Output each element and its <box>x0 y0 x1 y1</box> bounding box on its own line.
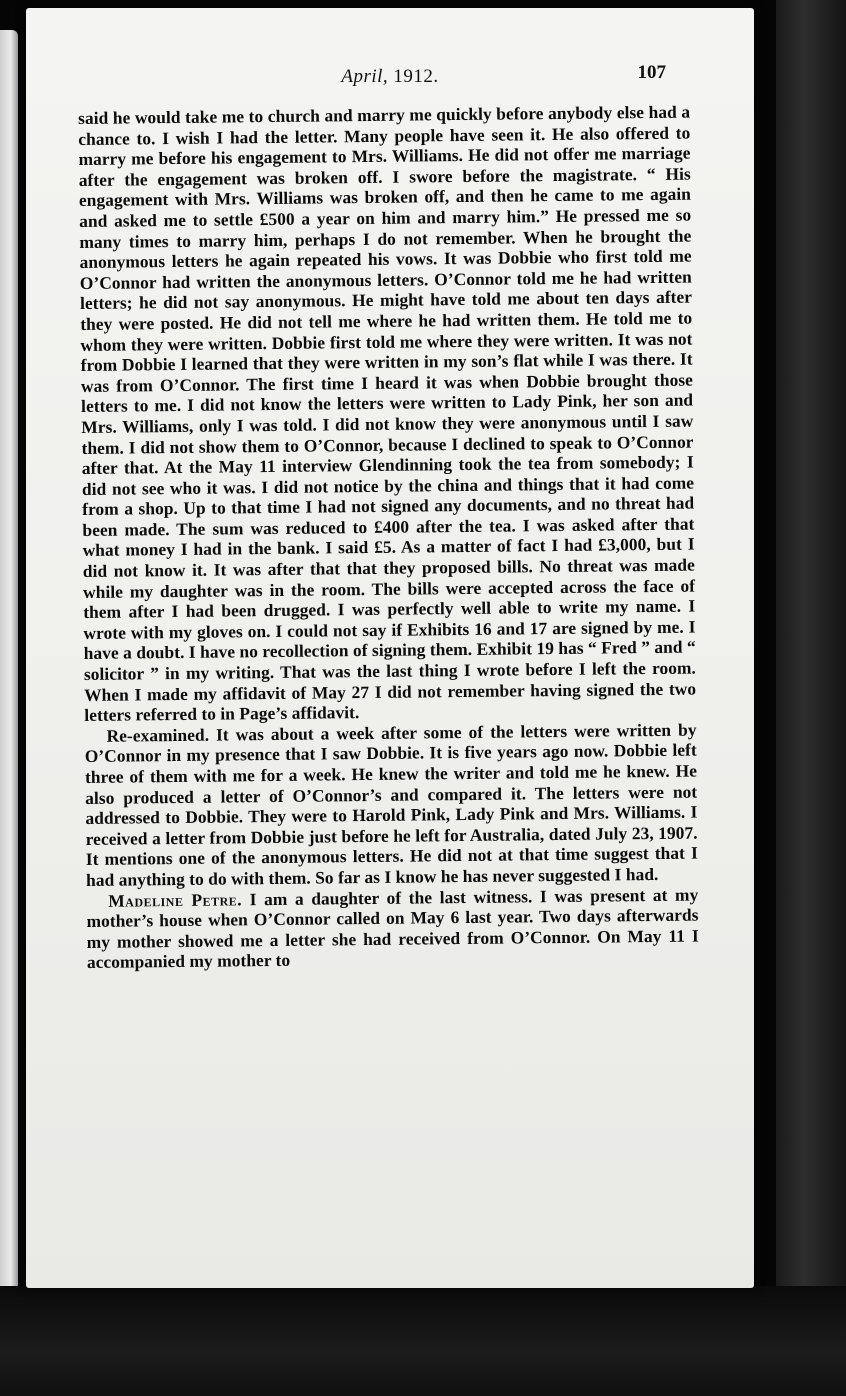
body-text <box>78 102 699 973</box>
adjacent-page-edge <box>0 30 18 1290</box>
scan-background-bottom <box>0 1286 846 1396</box>
page-number: 107 <box>637 62 666 83</box>
page-header <box>26 62 754 96</box>
paragraph-re-examined: Re-examined. It was about a week after some of the letters were written by O’Connor in my presence that I saw Dobbie. It is five years ago now. Dobbie left three of them with me for a week. He knew the writer and told me he knew. He also produced a letter of O’Connor’s and compared it. The letters were not addressed to Dobbie. They were to Harold Pink, Lady Pink and Mrs. Williams. I received a letter from Dobbie just before he left for Australia, dated July 23, 1907. It mentions one of the anonymous letters. He did not at that time suggest that I had anything to do with them. So far as I know he has never suggested I had. <box>84 719 698 890</box>
speaker-testimony: I am a daughter of the last witness. I was present at my mother’s house when O’Connor called on May 6 last year. Two days afterwards my mother showed me a letter she had received from O’Connor. On May 11 I accompanied my mother to <box>86 884 699 973</box>
speaker-name: Madeline Petre. <box>108 888 243 911</box>
scan-background-right <box>776 0 846 1396</box>
paragraph-madeline-petre <box>86 884 699 973</box>
running-head-year: 1912. <box>393 66 439 87</box>
paragraph-testimony: said he would take me to church and marry me quickly before anybody else had a chance to. I wish I had the letter. Many people have seen it. He also offered to marry me before his engagement to Mrs. Williams. He did not offer me marriage after the engagement was broken off. I swore before the magistrate. “ His engagement with Mrs. Williams was broken off, and then he came to me again and asked me to settle £500 a year on him and marry him.” He pressed me so many times to marry him, perhaps I do not remember. When he brought the anonymous letters he again repeated his vows. It was Dobbie who first told me O’Connor had written the anonymous letters. O’Connor told me he had written letters; he did not say anonymous. He might have told me about ten days after they were posted. He did not tell me where he had written them. He told me to whom they were written. Dobbie first told me where they were written. It was not from Dobbie I learned that they were written in my son’s flat while I was there. It was from O’Connor. The first time I heard it was when Dobbie brought those letters to me. I did not know the letters were written to Lady Pink, her son and Mrs. Williams, only I was told. I did not know they were anonymous until I saw them. I did not show them to O’Connor, because I declined to speak to O’Connor after that. At the May 11 interview Glendinning took the tea from somebody; I did not see who it was. I did not notice by the china and things that it had come from a shop. Up to that time I had not signed any documents, and no threat had been made. The sum was reduced to £400 after the tea. I was asked after that what money I had in the bank. I said £5. As a matter of fact I had £3,000, but I did not know it. It was after that that they proposed bills. No threat was made while my daughter was in the room. The bills were accepted across the face of them after I had been drugged. I was perfectly well able to write my name. I wrote with my gloves on. I could not say if Exhibits 16 and 17 are signed by me. I have a doubt. I have no recollection of signing them. Exhibit 19 has “ Fred ” and “ solicitor ” in my writing. That was the last thing I wrote before I left the room. When I made my affidavit of May 27 I did not remember having signed the two letters referred to in Page’s affidavit. <box>78 101 697 726</box>
book-page <box>26 8 754 1288</box>
running-head-month: April, <box>341 66 389 87</box>
